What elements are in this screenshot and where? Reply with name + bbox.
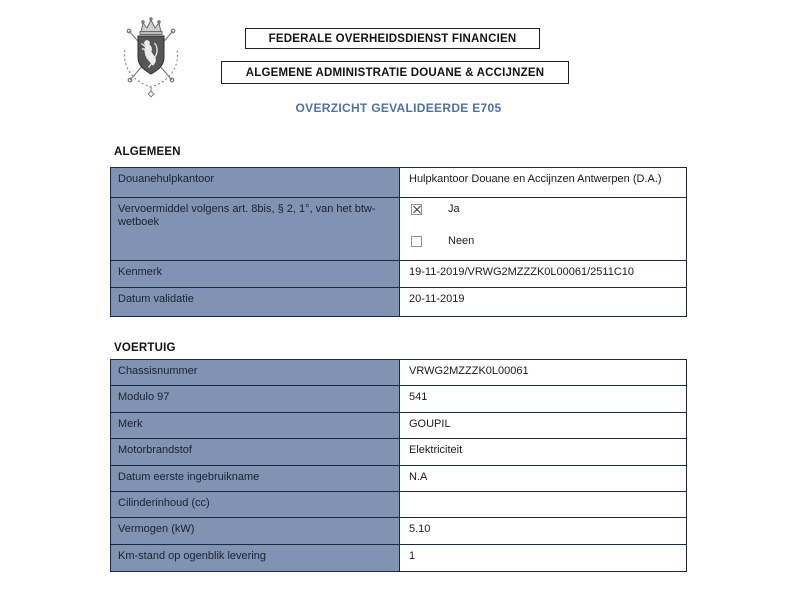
field-value-km-stand: 1 [400,545,686,571]
field-label-merk: Merk [111,413,400,438]
field-value-merk: GOUPIL [400,413,686,438]
field-value-datum-eerste-ingebruikname: N.A [400,466,686,491]
table-row [111,466,686,492]
org-name: FEDERALE OVERHEIDSDIENST FINANCIEN [268,32,517,45]
field-label-douanehulpkantoor: Douanehulpkantoor [111,168,400,197]
field-label-chassisnummer: Chassisnummer [111,360,400,385]
vervoermiddel-options [400,198,686,260]
checked-checkbox-icon [411,204,422,215]
crown-icon [140,18,162,35]
admin-name: ALGEMENE ADMINISTRATIE DOUANE & ACCIJNZEN [245,66,545,79]
section-title-voertuig: VOERTUIG [114,342,176,354]
option-ja [411,203,680,216]
field-value-chassisnummer: VRWG2MZZZK0L00061 [400,360,686,385]
field-label-km-stand: Km-stand op ogenblik levering [111,545,400,571]
field-value-cilinderinhoud [400,492,686,517]
field-value-vermogen: 5.10 [400,518,686,543]
belgian-coat-of-arms-logo [110,14,192,100]
table-row [111,198,686,261]
admin-name-box [221,61,569,84]
org-name-box [245,28,540,49]
field-label-kenmerk: Kenmerk [111,261,400,287]
option-neen [411,235,680,248]
table-row [111,413,686,439]
unchecked-checkbox-icon [411,236,422,247]
section-title-algemeen: ALGEMEEN [114,146,181,158]
voertuig-table [110,359,687,572]
field-value-kenmerk: 19-11-2019/VRWG2MZZZK0L00061/2511C10 [400,261,686,287]
table-row [111,439,686,465]
document-title: OVERZICHT GEVALIDEERDE E705 [295,101,502,115]
option-label-neen: Neen [448,235,475,247]
table-row [111,360,686,386]
field-label-vervoermiddel: Vervoermiddel volgens art. 8bis, § 2, 1°, van het btw-wetboek [111,198,400,260]
field-value-motorbrandstof: Elektriciteit [400,439,686,464]
table-row [111,168,686,198]
field-label-modulo-97: Modulo 97 [111,386,400,411]
field-label-vermogen: Vermogen (kW) [111,518,400,543]
option-label-ja: Ja [448,203,460,215]
field-value-douanehulpkantoor: Hulpkantoor Douane en Accijnzen Antwerpen (D.A.) [400,168,686,197]
field-label-cilinderinhoud: Cilinderinhoud (cc) [111,492,400,517]
shield-lion-icon [138,36,164,74]
algemeen-table [110,167,687,317]
table-row [111,545,686,571]
field-value-datum-validatie: 20-11-2019 [400,288,686,316]
table-row [111,518,686,544]
table-row [111,492,686,518]
table-row [111,386,686,412]
field-label-datum-validatie: Datum validatie [111,288,400,316]
field-label-datum-eerste-ingebruikname: Datum eerste ingebruikname [111,466,400,491]
table-row [111,288,686,316]
field-value-modulo-97: 541 [400,386,686,411]
field-label-motorbrandstof: Motorbrandstof [111,439,400,464]
table-row [111,261,686,288]
